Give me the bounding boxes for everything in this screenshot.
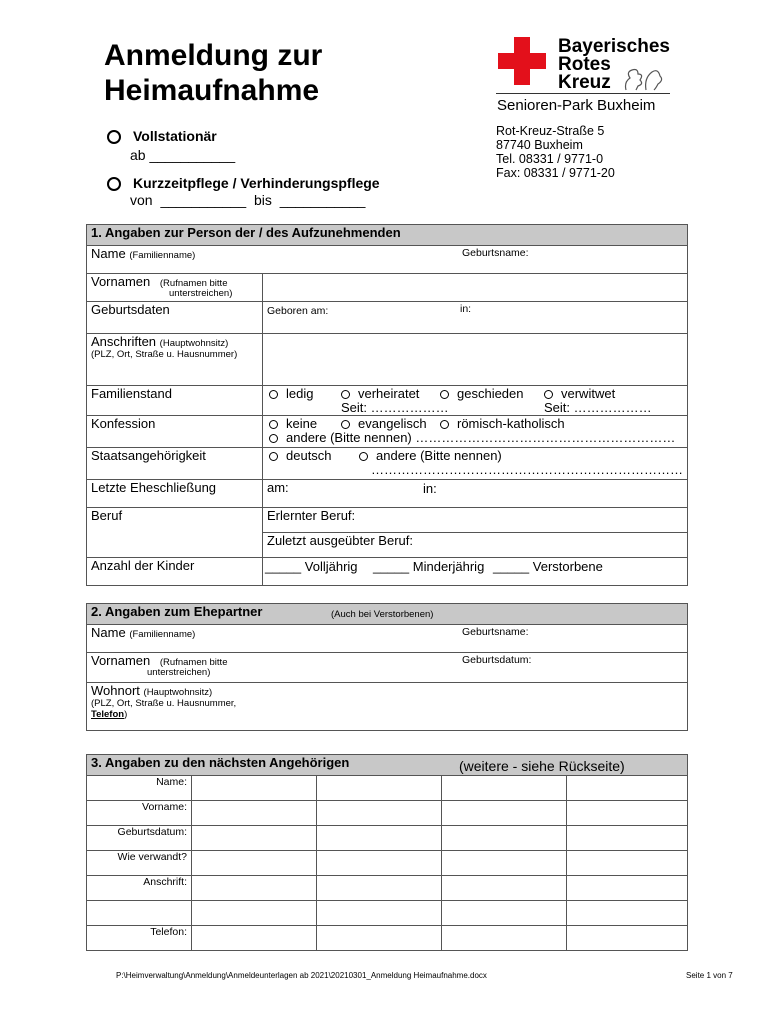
s1-erlernter-label: Erlernter Beruf:	[267, 508, 356, 523]
s3-label: Anschrift:	[87, 876, 192, 901]
address-fax: Fax: 08331 / 9771-20	[496, 166, 615, 180]
s3-cell[interactable]	[442, 801, 567, 826]
s3-label: Wie verwandt?	[87, 851, 192, 876]
s2-geburtsname: Geburtsname:	[462, 626, 529, 638]
address-block	[496, 124, 615, 180]
s1-vornamen-field[interactable]	[263, 274, 688, 302]
section-3-table	[86, 754, 688, 951]
s3-label: Geburtsdatum:	[87, 826, 192, 851]
s1-staat-label: Staatsangehörigkeit	[91, 448, 206, 463]
s-andere-dots: ………………………………………………………………	[371, 462, 683, 477]
s1-anschriften-hint: (Hauptwohnsitz)	[159, 338, 229, 349]
s1-vornamen-label: Vornamen	[91, 274, 151, 289]
s1-konfession-label: Konfession	[91, 416, 156, 431]
s3-cell[interactable]	[317, 901, 442, 926]
s1-ehe-label: Letzte Eheschließung	[91, 480, 217, 495]
s1-erlernter-beruf-field[interactable]	[263, 508, 688, 533]
title-line-2: Heimaufnahme	[104, 74, 320, 107]
s1-kinder-label: Anzahl der Kinder	[91, 558, 195, 573]
s1-anschriften-label: Anschriften	[91, 334, 157, 349]
s-andere-label: andere (Bitte nennen)	[376, 448, 502, 463]
s1-name-label: Name	[91, 246, 126, 261]
vollstationaer-label: Vollstationär	[133, 128, 217, 144]
s3-cell[interactable]	[192, 926, 317, 951]
s1-vornamen-hint-2: unterstreichen)	[169, 288, 233, 299]
s1-name-row[interactable]	[87, 246, 688, 274]
k-keine-label: keine	[286, 416, 318, 431]
logo-line-2: Rotes	[558, 54, 611, 75]
s3-cell[interactable]	[567, 876, 688, 901]
s-andere-option[interactable]	[359, 448, 502, 463]
s2-close-paren: )	[124, 709, 128, 720]
tree-icon	[618, 66, 668, 92]
s2-wohnort-hint: (Hauptwohnsitz)	[143, 687, 213, 698]
k-evangelisch-option[interactable]	[341, 416, 427, 431]
section-1-title: 1. Angaben zur Person der / des Aufzunehmenden	[87, 225, 688, 246]
s3-label: Name:	[87, 776, 192, 801]
s-andere-radio[interactable]	[359, 452, 368, 461]
footer-page: Seite 1 von 7	[686, 971, 733, 980]
s1-geburtsdaten-label-cell	[87, 302, 263, 334]
s3-cell[interactable]	[442, 926, 567, 951]
section-2-note: (Auch bei Verstorbenen)	[331, 609, 434, 620]
k-andere-radio[interactable]	[269, 434, 278, 443]
footer-path: P:\Heimverwaltung\Anmeldung\Anmeldeunterlagen ab 2021\20210301_Anmeldung Heimaufnahme.docx	[116, 971, 487, 980]
s1-geburtsort: in:	[460, 303, 472, 315]
s1-beruf-label-cell	[87, 508, 263, 558]
s2-vornamen-hint-1: (Rufnamen bitte	[159, 657, 228, 668]
s2-telefon: Telefon	[91, 709, 125, 720]
fs-verwitwet-option[interactable]	[544, 386, 615, 401]
k-keine-radio[interactable]	[269, 420, 278, 429]
address-city: 87740 Buxheim	[496, 138, 583, 152]
s1-konfession-label-cell	[87, 416, 263, 448]
s1-vornamen-label-cell	[87, 274, 263, 302]
s2-vornamen-hint-2: unterstreichen)	[147, 667, 211, 678]
fs-ledig-option[interactable]	[269, 386, 313, 401]
s3-cell[interactable]	[192, 851, 317, 876]
fs-verheiratet-label: verheiratet	[358, 386, 420, 401]
section-2-title: 2. Angaben zum Ehepartner	[91, 604, 263, 619]
s3-cell[interactable]	[442, 851, 567, 876]
section-3-title: 3. Angaben zu den nächsten Angehörigen	[91, 755, 350, 770]
s-deutsch-option[interactable]	[269, 448, 332, 463]
radio-kurzzeitpflege[interactable]	[107, 177, 121, 191]
s2-name-row[interactable]	[87, 625, 688, 653]
s1-anschriften-label-cell	[87, 334, 263, 386]
s1-ehe-in: in:	[423, 481, 437, 496]
s-deutsch-label: deutsch	[286, 448, 332, 463]
s3-cell[interactable]	[567, 851, 688, 876]
k-katholisch-label: römisch-katholisch	[457, 416, 565, 431]
s3-cell[interactable]	[317, 801, 442, 826]
s2-vornamen-label: Vornamen	[91, 653, 151, 668]
kurzzeitpflege-von-bis: von ___________ bis ___________	[130, 192, 366, 208]
option-kurzzeitpflege[interactable]	[107, 175, 380, 193]
section-1-table	[86, 224, 688, 586]
k-evangelisch-label: evangelisch	[358, 416, 427, 431]
fs-ledig-radio[interactable]	[269, 390, 278, 399]
fs-ledig-label: ledig	[286, 386, 314, 401]
logo-subtitle: Senioren-Park Buxheim	[497, 97, 656, 114]
s3-cell[interactable]	[192, 801, 317, 826]
s1-konfession-field	[263, 416, 688, 448]
s3-cell[interactable]	[442, 776, 567, 801]
s3-cell[interactable]	[442, 901, 567, 926]
fs-verwitwet-radio[interactable]	[544, 390, 553, 399]
s1-kinder-label-cell	[87, 558, 263, 586]
fs-seit-1: Seit: ………………	[341, 400, 449, 415]
s3-label	[87, 901, 192, 926]
s1-ehe-am: am:	[267, 480, 289, 495]
section-3-header	[87, 755, 688, 776]
k-volljaehrig: _____ Volljährig	[265, 559, 358, 574]
k-katholisch-radio[interactable]	[440, 420, 449, 429]
s2-wohnort-label: Wohnort	[91, 683, 140, 698]
s3-cell[interactable]	[567, 801, 688, 826]
s2-name-label: Name	[91, 625, 126, 640]
logo-line-3: Kreuz	[558, 72, 611, 93]
s1-familienstand-field	[263, 386, 688, 416]
s3-cell[interactable]	[192, 776, 317, 801]
s2-wohnort-row[interactable]	[87, 683, 688, 731]
s3-label: Telefon:	[87, 926, 192, 951]
s2-geburtsdatum: Geburtsdatum:	[462, 654, 532, 666]
s3-cell[interactable]	[192, 826, 317, 851]
address-street: Rot-Kreuz-Straße 5	[496, 124, 605, 138]
s1-name-hint: (Familienname)	[129, 250, 196, 261]
s3-cell[interactable]	[192, 901, 317, 926]
s1-vornamen-hint-1: (Rufnamen bitte	[159, 278, 228, 289]
s3-cell[interactable]	[567, 926, 688, 951]
logo-divider	[496, 93, 670, 94]
section-2-table	[86, 603, 688, 731]
fs-geschieden-option[interactable]	[440, 386, 524, 401]
s2-wohnort-hint-2: (PLZ, Ort, Straße u. Hausnummer,	[91, 698, 237, 709]
s1-geburtsdaten-field[interactable]	[263, 302, 688, 334]
fs-geschieden-label: geschieden	[457, 386, 524, 401]
s2-vornamen-row[interactable]	[87, 653, 688, 683]
s1-geburtsname-label: Geburtsname:	[462, 247, 529, 259]
s1-beruf-label: Beruf	[91, 508, 123, 523]
s3-cell[interactable]	[442, 876, 567, 901]
s1-anschriften-hint-2: (PLZ, Ort, Straße u. Hausnummer)	[91, 349, 238, 360]
fs-seit-2: Seit: ………………	[544, 400, 652, 415]
s1-kinder-field[interactable]	[263, 558, 688, 586]
k-evangelisch-radio[interactable]	[341, 420, 350, 429]
s1-zuletzt-beruf-field[interactable]	[263, 533, 688, 558]
s3-cell[interactable]	[317, 851, 442, 876]
k-keine-option[interactable]	[269, 416, 317, 431]
s3-cell[interactable]	[317, 926, 442, 951]
logo-line-1: Bayerisches	[558, 36, 670, 57]
k-andere-label: andere (Bitte nennen) ……………………………………………………	[286, 430, 676, 445]
s1-staat-field	[263, 448, 688, 480]
s3-cell[interactable]	[567, 901, 688, 926]
s3-cell[interactable]	[567, 776, 688, 801]
s3-cell[interactable]	[317, 826, 442, 851]
kurzzeitpflege-label: Kurzzeitpflege / Verhinderungspflege	[133, 175, 380, 191]
s1-zuletzt-label: Zuletzt ausgeübter Beruf:	[267, 533, 413, 548]
k-katholisch-option[interactable]	[440, 416, 565, 431]
address-tel: Tel. 08331 / 9771-0	[496, 152, 604, 166]
fs-geschieden-radio[interactable]	[440, 390, 449, 399]
s1-geburtsdaten-label: Geburtsdaten	[91, 302, 170, 317]
s3-cell[interactable]	[567, 826, 688, 851]
title-line-1: Anmeldung zur	[104, 39, 323, 72]
s1-familienstand-label: Familienstand	[91, 386, 172, 401]
s1-ehe-field[interactable]	[263, 480, 688, 508]
red-cross-logo-icon	[498, 37, 546, 85]
s2-name-hint: (Familienname)	[129, 629, 196, 640]
radio-vollstationaer[interactable]	[107, 130, 121, 144]
s1-geboren-am: Geboren am:	[267, 305, 329, 317]
s1-familienstand-label-cell	[87, 386, 263, 416]
k-andere-option[interactable]	[267, 430, 683, 444]
page-title	[104, 38, 322, 108]
s-deutsch-radio[interactable]	[269, 452, 278, 461]
s3-cell[interactable]	[442, 826, 567, 851]
fs-verheiratet-radio[interactable]	[341, 390, 350, 399]
s3-label: Vorname:	[87, 801, 192, 826]
vollstationaer-ab: ab ___________	[130, 147, 236, 163]
s3-cell[interactable]	[317, 776, 442, 801]
option-vollstationaer[interactable]	[107, 128, 217, 146]
s1-staat-label-cell	[87, 448, 263, 480]
k-verstorbene: _____ Verstorbene	[493, 559, 603, 574]
s3-cell[interactable]	[192, 876, 317, 901]
k-minderjaehrig: _____ Minderjährig	[373, 559, 485, 574]
s1-anschriften-field[interactable]	[263, 334, 688, 386]
s1-ehe-label-cell	[87, 480, 263, 508]
s3-cell[interactable]	[317, 876, 442, 901]
fs-verheiratet-option[interactable]	[341, 386, 419, 401]
section-3-note: (weitere - siehe Rückseite)	[459, 758, 625, 774]
section-2-header	[87, 604, 688, 625]
fs-verwitwet-label: verwitwet	[561, 386, 616, 401]
